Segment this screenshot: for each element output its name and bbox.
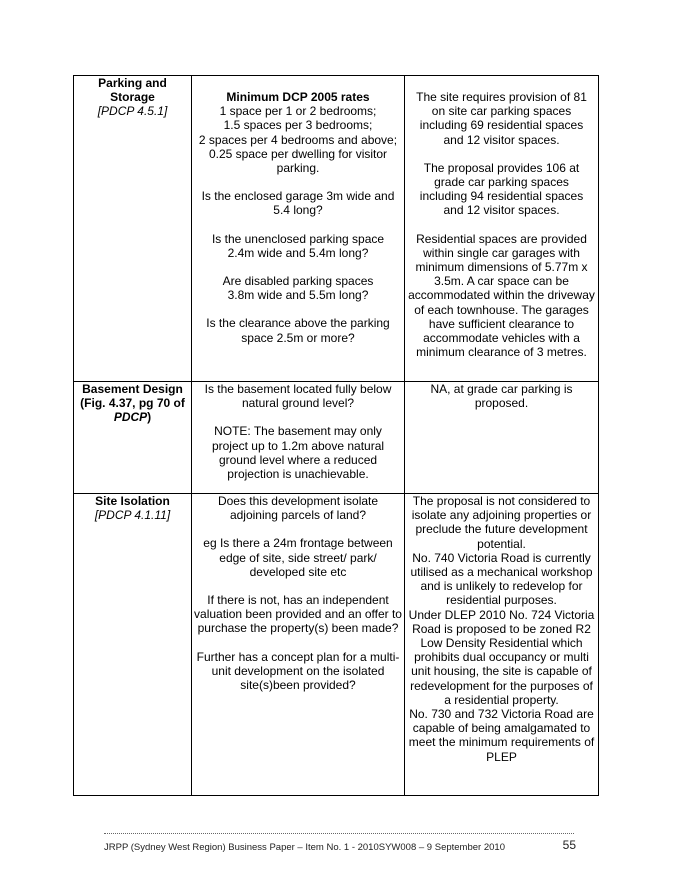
footer-divider [104,833,574,834]
footer-text: JRPP (Sydney West Region) Business Paper – Item No. 1 - 2010SYW008 – 9 September 2010 [104,842,505,853]
comment-cell [405,382,599,494]
table-row-site-isolation [74,494,599,796]
topic-reference: [PDCP 4.1.11] [94,508,171,523]
control-cell [192,494,405,796]
comment-paragraph: The proposal provides 106 at grade car parking spaces including 94 residential spaces and 12 visitor spaces. [419,160,584,218]
comment-paragraph: NA, at grade car parking is proposed. [430,382,573,411]
topic-title: Parking and Storage [98,76,167,105]
topic-title [76,382,189,425]
compliance-table [73,75,599,796]
control-paragraph: If there is not, has an independent valuation been provided and an offer to purchase the property(s) been made? [194,593,402,636]
control-paragraph: 1 space per 1 or 2 bedrooms; 1.5 spaces per 3 bedrooms; 2 spaces per 4 bedrooms and above; 0.25 space per dwelling for visitor parking. [198,104,398,176]
topic-reference: PDCP [113,410,148,425]
control-paragraph: eg Is there a 24m frontage between edge of site, side street/ park/ developed site etc [203,536,393,579]
control-cell [192,76,405,382]
page-number: 55 [562,838,576,852]
control-paragraph: Are disabled parking spaces 3.8m wide and 5.5m long? [222,274,374,303]
comment-paragraph: Residential spaces are provided within single car garages with minimum dimensions of 5.77m x 3.5m. A car space can be accommodated within the driveway of each townhouse. The garages have sufficient clearance to accommodate vehicles with a minimum clearance of 3 metres. [408,231,595,360]
topic-reference: [PDCP 4.5.1] [97,104,168,119]
topic-cell [74,76,192,382]
topic-cell [74,382,192,494]
control-paragraph: Is the unenclosed parking space 2.4m wide and 5.4m long? [211,231,385,260]
comment-cell [405,494,599,796]
topic-reference-suffix: ) [147,410,152,425]
topic-title-text: Basement Design (Fig. 4.37, pg 70 of [80,382,185,411]
control-heading: Minimum DCP 2005 rates [226,90,370,104]
comment-paragraph: The site requires provision of 81 on site car parking spaces including 69 residential spaces and 12 visitor spaces. [416,90,587,147]
table-row-parking [74,76,599,382]
control-paragraph: Further has a concept plan for a multi-unit development on the isolated site(s)been provided? [196,649,400,693]
control-paragraph: Is the enclosed garage 3m wide and 5.4 long? [201,189,395,218]
control-cell [192,382,405,494]
comment-cell [405,76,599,382]
control-paragraph: Does this development isolate adjoining parcels of land? [217,494,379,523]
table-row-basement [74,382,599,494]
control-paragraph: Is the clearance above the parking space 2.5m or more? [206,316,390,345]
control-paragraph: Is the basement located fully below natural ground level? [204,382,392,411]
comment-paragraph: The proposal is not considered to isolate any adjoining properties or preclude the future development potential. No. 740 Victoria Road is currently utilised as a mechanical workshop and is unlikely to redevelop for residential purposes. Under DLEP 2010 No. 724 Victoria Road is proposed to be zoned R2 Low Density Residential which prohibits dual occupancy or multi unit housing, the site is capable of redevelopment for the purposes of a residential property. No. 730 and 732 Victoria Road are capable of being amalgamated to meet the minimum requirements of PLEP [408,494,595,764]
control-paragraph: NOTE: The basement may only project up to 1.2m above natural ground level where a reduced projection is unachievable. [211,424,385,482]
topic-title: Site Isolation [95,494,170,508]
topic-cell [74,494,192,796]
